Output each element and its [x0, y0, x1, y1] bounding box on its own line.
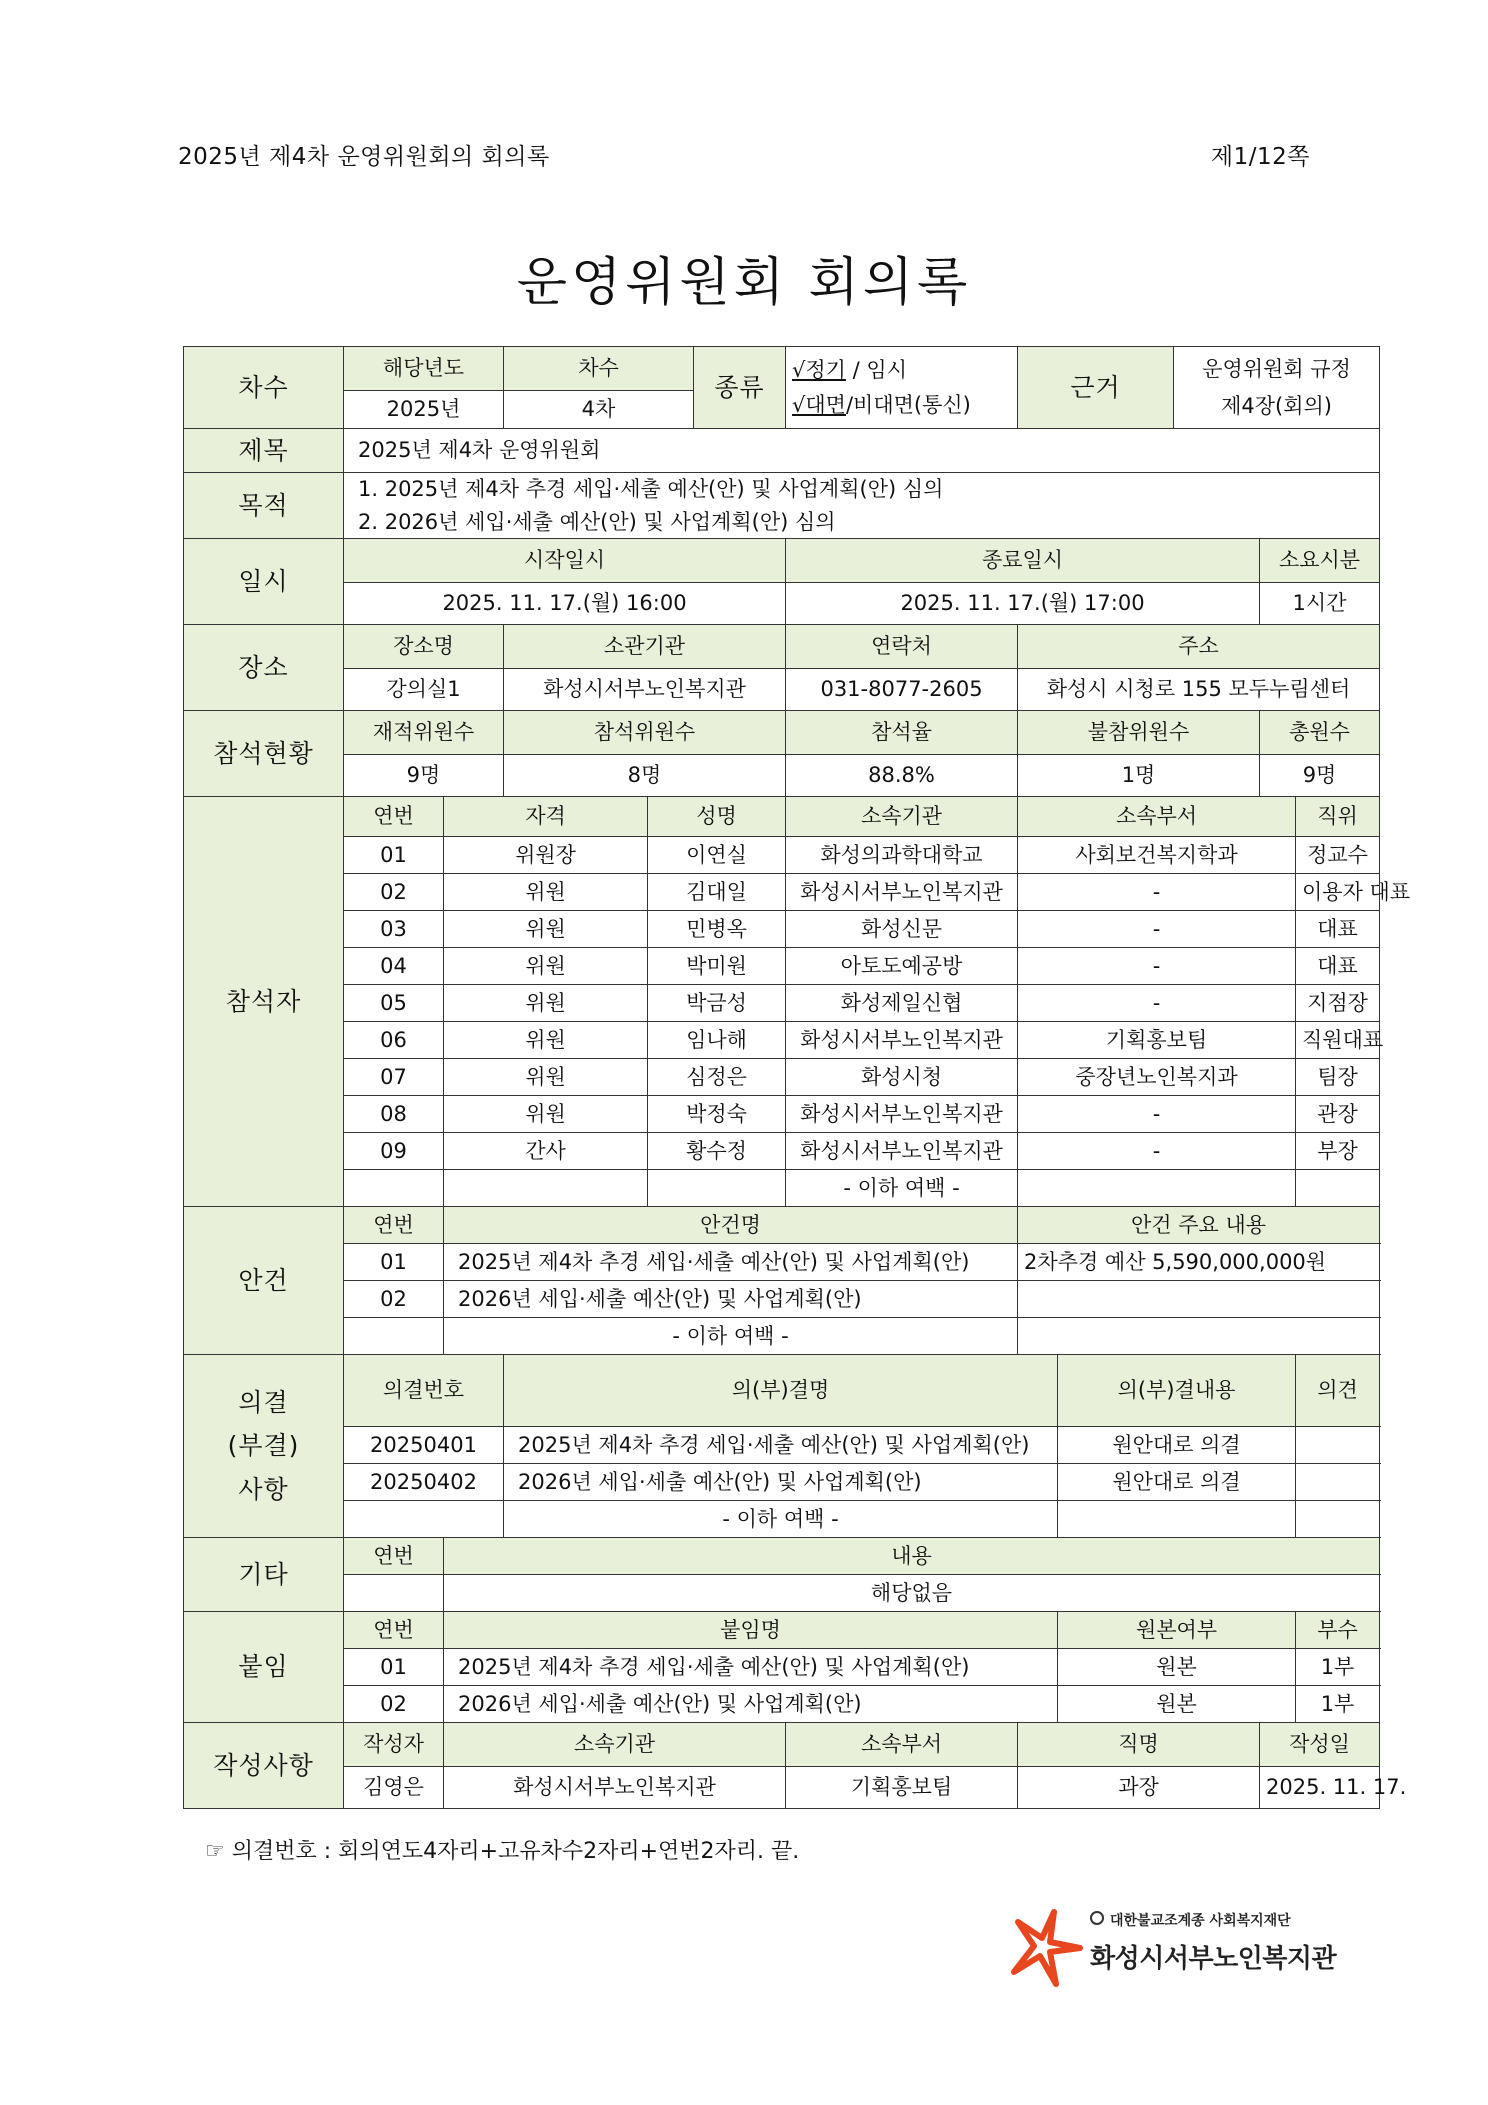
attendee-affiliation: 화성시서부노인복지관 — [786, 1022, 1018, 1059]
agenda-seq: 01 — [344, 1244, 444, 1281]
writer-title: 과장 — [1018, 1767, 1260, 1809]
agenda-content — [1018, 1281, 1380, 1318]
attendee-position: 지점장 — [1296, 985, 1380, 1022]
resolution-name: 2026년 세입·세출 예산(안) 및 사업계획(안) — [504, 1464, 1058, 1501]
col-header-attach-name: 붙임명 — [444, 1612, 1058, 1649]
meeting-type — [786, 347, 1018, 429]
attendee-name: 민병옥 — [648, 911, 786, 948]
attach-name: 2026년 세입·세출 예산(안) 및 사업계획(안) — [444, 1686, 1058, 1723]
attendee-seq: 09 — [344, 1133, 444, 1170]
col-header-address: 주소 — [1018, 625, 1380, 669]
col-header-total: 총원수 — [1260, 711, 1380, 755]
resolution-content: 원안대로 의결 — [1058, 1464, 1296, 1501]
agenda-name: 2026년 세입·세출 예산(안) 및 사업계획(안) — [444, 1281, 1018, 1318]
agenda-row — [184, 1244, 1380, 1281]
row-label-place: 장소 — [184, 625, 344, 711]
present-value: 8명 — [504, 755, 786, 797]
attendee-affiliation: 화성시서부노인복지관 — [786, 1133, 1018, 1170]
attendee-name: 김대일 — [648, 874, 786, 911]
logo-subtitle: 대한불교조계종 사회복지재단 — [1110, 1913, 1291, 1929]
start-value: 2025. 11. 17.(월) 16:00 — [344, 583, 786, 625]
attendee-row — [184, 1022, 1380, 1059]
attendee-affiliation: 화성시서부노인복지관 — [786, 1096, 1018, 1133]
attendee-name: 박금성 — [648, 985, 786, 1022]
header-page-number: 제1/12쪽 — [1210, 144, 1310, 170]
attendee-seq: 07 — [344, 1059, 444, 1096]
blank-cell — [344, 1318, 444, 1355]
col-header-department: 소속부서 — [1018, 797, 1296, 837]
blank-note: - 이하 여백 - — [444, 1318, 1018, 1355]
attendee-qualification: 위원 — [444, 985, 648, 1022]
attendee-department: - — [1018, 874, 1296, 911]
resolution-opinion — [1296, 1427, 1380, 1464]
col-header-position: 직위 — [1296, 797, 1380, 837]
attendee-position: 대표 — [1296, 948, 1380, 985]
attendee-name: 박미원 — [648, 948, 786, 985]
year-value: 2025년 — [344, 391, 504, 429]
col-header-writer-dept: 소속부서 — [786, 1723, 1018, 1767]
col-header-rate: 참석율 — [786, 711, 1018, 755]
rate-value: 88.8% — [786, 755, 1018, 797]
col-header-place-name: 장소명 — [344, 625, 504, 669]
attendee-name: 이연실 — [648, 837, 786, 874]
attendee-affiliation: 화성시청 — [786, 1059, 1018, 1096]
attendee-department: 중장년노인복지과 — [1018, 1059, 1296, 1096]
attendee-position: 정교수 — [1296, 837, 1380, 874]
agenda-row — [184, 1281, 1380, 1318]
attendee-department: - — [1018, 1096, 1296, 1133]
row-label-agenda: 안건 — [184, 1207, 344, 1355]
logo-subtitle-wrap — [1090, 1910, 1291, 1930]
attendee-qualification: 위원 — [444, 911, 648, 948]
total-value: 9명 — [1260, 755, 1380, 797]
purpose-item: 2. 2026년 세입·세출 예산(안) 및 사업계획(안) 심의 — [358, 509, 836, 534]
attendee-seq: 03 — [344, 911, 444, 948]
logo-name: 화성시서부노인복지관 — [1090, 1944, 1337, 1974]
resolution-label-line: 사항 — [238, 1474, 289, 1504]
attendee-position: 부장 — [1296, 1133, 1380, 1170]
basis-line2: 제4장(회의) — [1221, 393, 1332, 418]
attendee-position: 팀장 — [1296, 1059, 1380, 1096]
resolution-blank-row — [184, 1501, 1380, 1538]
row-label-purpose: 목적 — [184, 473, 344, 539]
attendee-department: - — [1018, 1133, 1296, 1170]
col-header-end: 종료일시 — [786, 539, 1260, 583]
attendee-qualification: 위원장 — [444, 837, 648, 874]
row-label-attendees: 참석자 — [184, 797, 344, 1207]
attendee-row — [184, 1096, 1380, 1133]
attendee-name: 심정은 — [648, 1059, 786, 1096]
row-label-attachment: 붙임 — [184, 1612, 344, 1723]
attach-copies: 1부 — [1296, 1686, 1380, 1723]
attendee-name: 박정숙 — [648, 1096, 786, 1133]
agenda-seq: 02 — [344, 1281, 444, 1318]
attendee-affiliation: 화성제일신협 — [786, 985, 1018, 1022]
col-header-year: 해당년도 — [344, 347, 504, 391]
attendee-qualification: 위원 — [444, 1096, 648, 1133]
col-header-etc-seq: 연번 — [344, 1538, 444, 1575]
num-value: 4차 — [504, 391, 694, 429]
col-header-org: 소관기관 — [504, 625, 786, 669]
attendee-department: 사회보건복지학과 — [1018, 837, 1296, 874]
attendee-row — [184, 1059, 1380, 1096]
registered-value: 9명 — [344, 755, 504, 797]
organization-logo — [1010, 1908, 1337, 1990]
resolution-label-line: 의결 — [238, 1388, 289, 1418]
col-header-num: 차수 — [504, 347, 694, 391]
row-label-resolution — [184, 1355, 344, 1538]
attendee-row — [184, 948, 1380, 985]
row-label-subject: 제목 — [184, 429, 344, 473]
subject-value: 2025년 제4차 운영위원회 — [344, 429, 1380, 473]
col-header-name: 성명 — [648, 797, 786, 837]
attendee-affiliation: 화성시서부노인복지관 — [786, 874, 1018, 911]
type-remote: /비대면(통신) — [845, 392, 971, 417]
agenda-name: 2025년 제4차 추경 세입·세출 예산(안) 및 사업계획(안) — [444, 1244, 1018, 1281]
written-date: 2025. 11. 17. — [1260, 1767, 1380, 1809]
col-header-resolution-name: 의(부)결명 — [504, 1355, 1058, 1427]
col-header-etc-content: 내용 — [444, 1538, 1380, 1575]
etc-content: 해당없음 — [444, 1575, 1380, 1612]
writer-name: 김영은 — [344, 1767, 444, 1809]
col-header-attach-seq: 연번 — [344, 1612, 444, 1649]
duration-value: 1시간 — [1260, 583, 1380, 625]
type-temporary: / 임시 — [845, 358, 907, 383]
blank-cell — [648, 1170, 786, 1207]
place-address: 화성시 시청로 155 모두누림센터 — [1018, 669, 1380, 711]
attendee-row — [184, 1133, 1380, 1170]
resolution-label-line: (부결) — [227, 1431, 300, 1461]
row-label-datetime: 일시 — [184, 539, 344, 625]
place-org: 화성시서부노인복지관 — [504, 669, 786, 711]
resolution-row — [184, 1464, 1380, 1501]
attachment-row — [184, 1686, 1380, 1723]
col-header-agenda-content: 안건 주요 내용 — [1018, 1207, 1380, 1244]
row-label-type: 종류 — [694, 347, 786, 429]
col-header-opinion: 의견 — [1296, 1355, 1380, 1427]
col-header-start: 시작일시 — [344, 539, 786, 583]
type-inperson-checked: √대면 — [792, 392, 846, 417]
attendee-seq: 05 — [344, 985, 444, 1022]
col-header-agenda-name: 안건명 — [444, 1207, 1018, 1244]
col-header-written-date: 작성일 — [1260, 1723, 1380, 1767]
col-header-present: 참석위원수 — [504, 711, 786, 755]
blank-note: - 이하 여백 - — [786, 1170, 1018, 1207]
attach-copies: 1부 — [1296, 1649, 1380, 1686]
purpose-value — [344, 473, 1380, 539]
agenda-blank-row — [184, 1318, 1380, 1355]
basis-value — [1174, 347, 1380, 429]
blank-cell — [1296, 1170, 1380, 1207]
type-regular-checked: √정기 — [792, 358, 846, 383]
attendee-row — [184, 985, 1380, 1022]
resolution-no: 20250402 — [344, 1464, 504, 1501]
attendee-position: 직원대표 — [1296, 1022, 1380, 1059]
attendee-qualification: 위원 — [444, 948, 648, 985]
attachment-row — [184, 1649, 1380, 1686]
col-header-registered: 재적위원수 — [344, 711, 504, 755]
blank-cell — [344, 1501, 504, 1538]
blank-cell — [1296, 1501, 1380, 1538]
attach-original: 원본 — [1058, 1686, 1296, 1723]
attendee-position: 이용자 대표 — [1296, 874, 1380, 911]
blank-cell — [1018, 1318, 1380, 1355]
col-header-tel: 연락처 — [786, 625, 1018, 669]
etc-seq — [344, 1575, 444, 1612]
attendee-qualification: 간사 — [444, 1133, 648, 1170]
page-title: 운영위원회 회의록 — [516, 253, 972, 313]
row-label-basis: 근거 — [1018, 347, 1174, 429]
basis-line1: 운영위원회 규정 — [1202, 357, 1351, 382]
attendee-affiliation: 화성신문 — [786, 911, 1018, 948]
attendee-name: 황수정 — [648, 1133, 786, 1170]
col-header-seq: 연번 — [344, 797, 444, 837]
attendee-name: 임나해 — [648, 1022, 786, 1059]
attendee-seq: 08 — [344, 1096, 444, 1133]
attach-seq: 01 — [344, 1649, 444, 1686]
minutes-table — [183, 346, 1411, 1809]
blank-cell — [1058, 1501, 1296, 1538]
attendee-seq: 01 — [344, 837, 444, 874]
attendee-qualification: 위원 — [444, 874, 648, 911]
attach-original: 원본 — [1058, 1649, 1296, 1686]
place-tel: 031-8077-2605 — [786, 669, 1018, 711]
attendee-department: - — [1018, 948, 1296, 985]
attach-seq: 02 — [344, 1686, 444, 1723]
attendee-qualification: 위원 — [444, 1022, 648, 1059]
col-header-copies: 부수 — [1296, 1612, 1380, 1649]
col-header-original: 원본여부 — [1058, 1612, 1296, 1649]
attendee-blank-row — [184, 1170, 1380, 1207]
blank-note: - 이하 여백 - — [504, 1501, 1058, 1538]
col-header-resolution-content: 의(부)결내용 — [1058, 1355, 1296, 1427]
col-header-agenda-seq: 연번 — [344, 1207, 444, 1244]
attendee-seq: 06 — [344, 1022, 444, 1059]
attendee-row — [184, 837, 1380, 874]
writer-dept: 기획홍보팀 — [786, 1767, 1018, 1809]
attendee-row — [184, 911, 1380, 948]
attendee-qualification: 위원 — [444, 1059, 648, 1096]
row-label-writer: 작성사항 — [184, 1723, 344, 1809]
attendee-department: - — [1018, 911, 1296, 948]
absent-value: 1명 — [1018, 755, 1260, 797]
attendee-seq: 04 — [344, 948, 444, 985]
attendee-position: 대표 — [1296, 911, 1380, 948]
blank-cell — [344, 1170, 444, 1207]
attach-name: 2025년 제4차 추경 세입·세출 예산(안) 및 사업계획(안) — [444, 1649, 1058, 1686]
col-header-writer-org: 소속기관 — [444, 1723, 786, 1767]
footnote: ☞ 의결번호 : 회의연도4자리+고유차수2자리+연번2자리. 끝. — [205, 1839, 800, 1864]
col-header-duration: 소요시분 — [1260, 539, 1380, 583]
col-header-writer-title: 직명 — [1018, 1723, 1260, 1767]
resolution-opinion — [1296, 1464, 1380, 1501]
row-label-chasu: 차수 — [184, 347, 344, 429]
place-name: 강의실1 — [344, 669, 504, 711]
col-header-affiliation: 소속기관 — [786, 797, 1018, 837]
attendee-department: - — [1018, 985, 1296, 1022]
resolution-row — [184, 1427, 1380, 1464]
col-header-writer: 작성자 — [344, 1723, 444, 1767]
resolution-no: 20250401 — [344, 1427, 504, 1464]
col-header-qualification: 자격 — [444, 797, 648, 837]
header-doc-name: 2025년 제4차 운영위원회의 회의록 — [178, 144, 550, 170]
col-header-absent: 불참위원수 — [1018, 711, 1260, 755]
attendee-affiliation: 화성의과학대학교 — [786, 837, 1018, 874]
col-header-resolution-no: 의결번호 — [344, 1355, 504, 1427]
row-label-etc: 기타 — [184, 1538, 344, 1612]
star-logo-icon — [1010, 1908, 1086, 1988]
attendee-position: 관장 — [1296, 1096, 1380, 1133]
resolution-content: 원안대로 의결 — [1058, 1427, 1296, 1464]
attendee-department: 기획홍보팀 — [1018, 1022, 1296, 1059]
row-label-attendance: 참석현황 — [184, 711, 344, 797]
purpose-item: 1. 2025년 제4차 추경 세입·세출 예산(안) 및 사업계획(안) 심의 — [358, 477, 944, 502]
blank-cell — [1018, 1170, 1296, 1207]
attendee-affiliation: 아토도예공방 — [786, 948, 1018, 985]
agenda-content: 2차추경 예산 5,590,000,000원 — [1018, 1244, 1380, 1281]
writer-org: 화성시서부노인복지관 — [444, 1767, 786, 1809]
blank-cell — [444, 1170, 648, 1207]
attendee-seq: 02 — [344, 874, 444, 911]
resolution-name: 2025년 제4차 추경 세입·세출 예산(안) 및 사업계획(안) — [504, 1427, 1058, 1464]
end-value: 2025. 11. 17.(월) 17:00 — [786, 583, 1260, 625]
attendee-row — [184, 874, 1380, 911]
